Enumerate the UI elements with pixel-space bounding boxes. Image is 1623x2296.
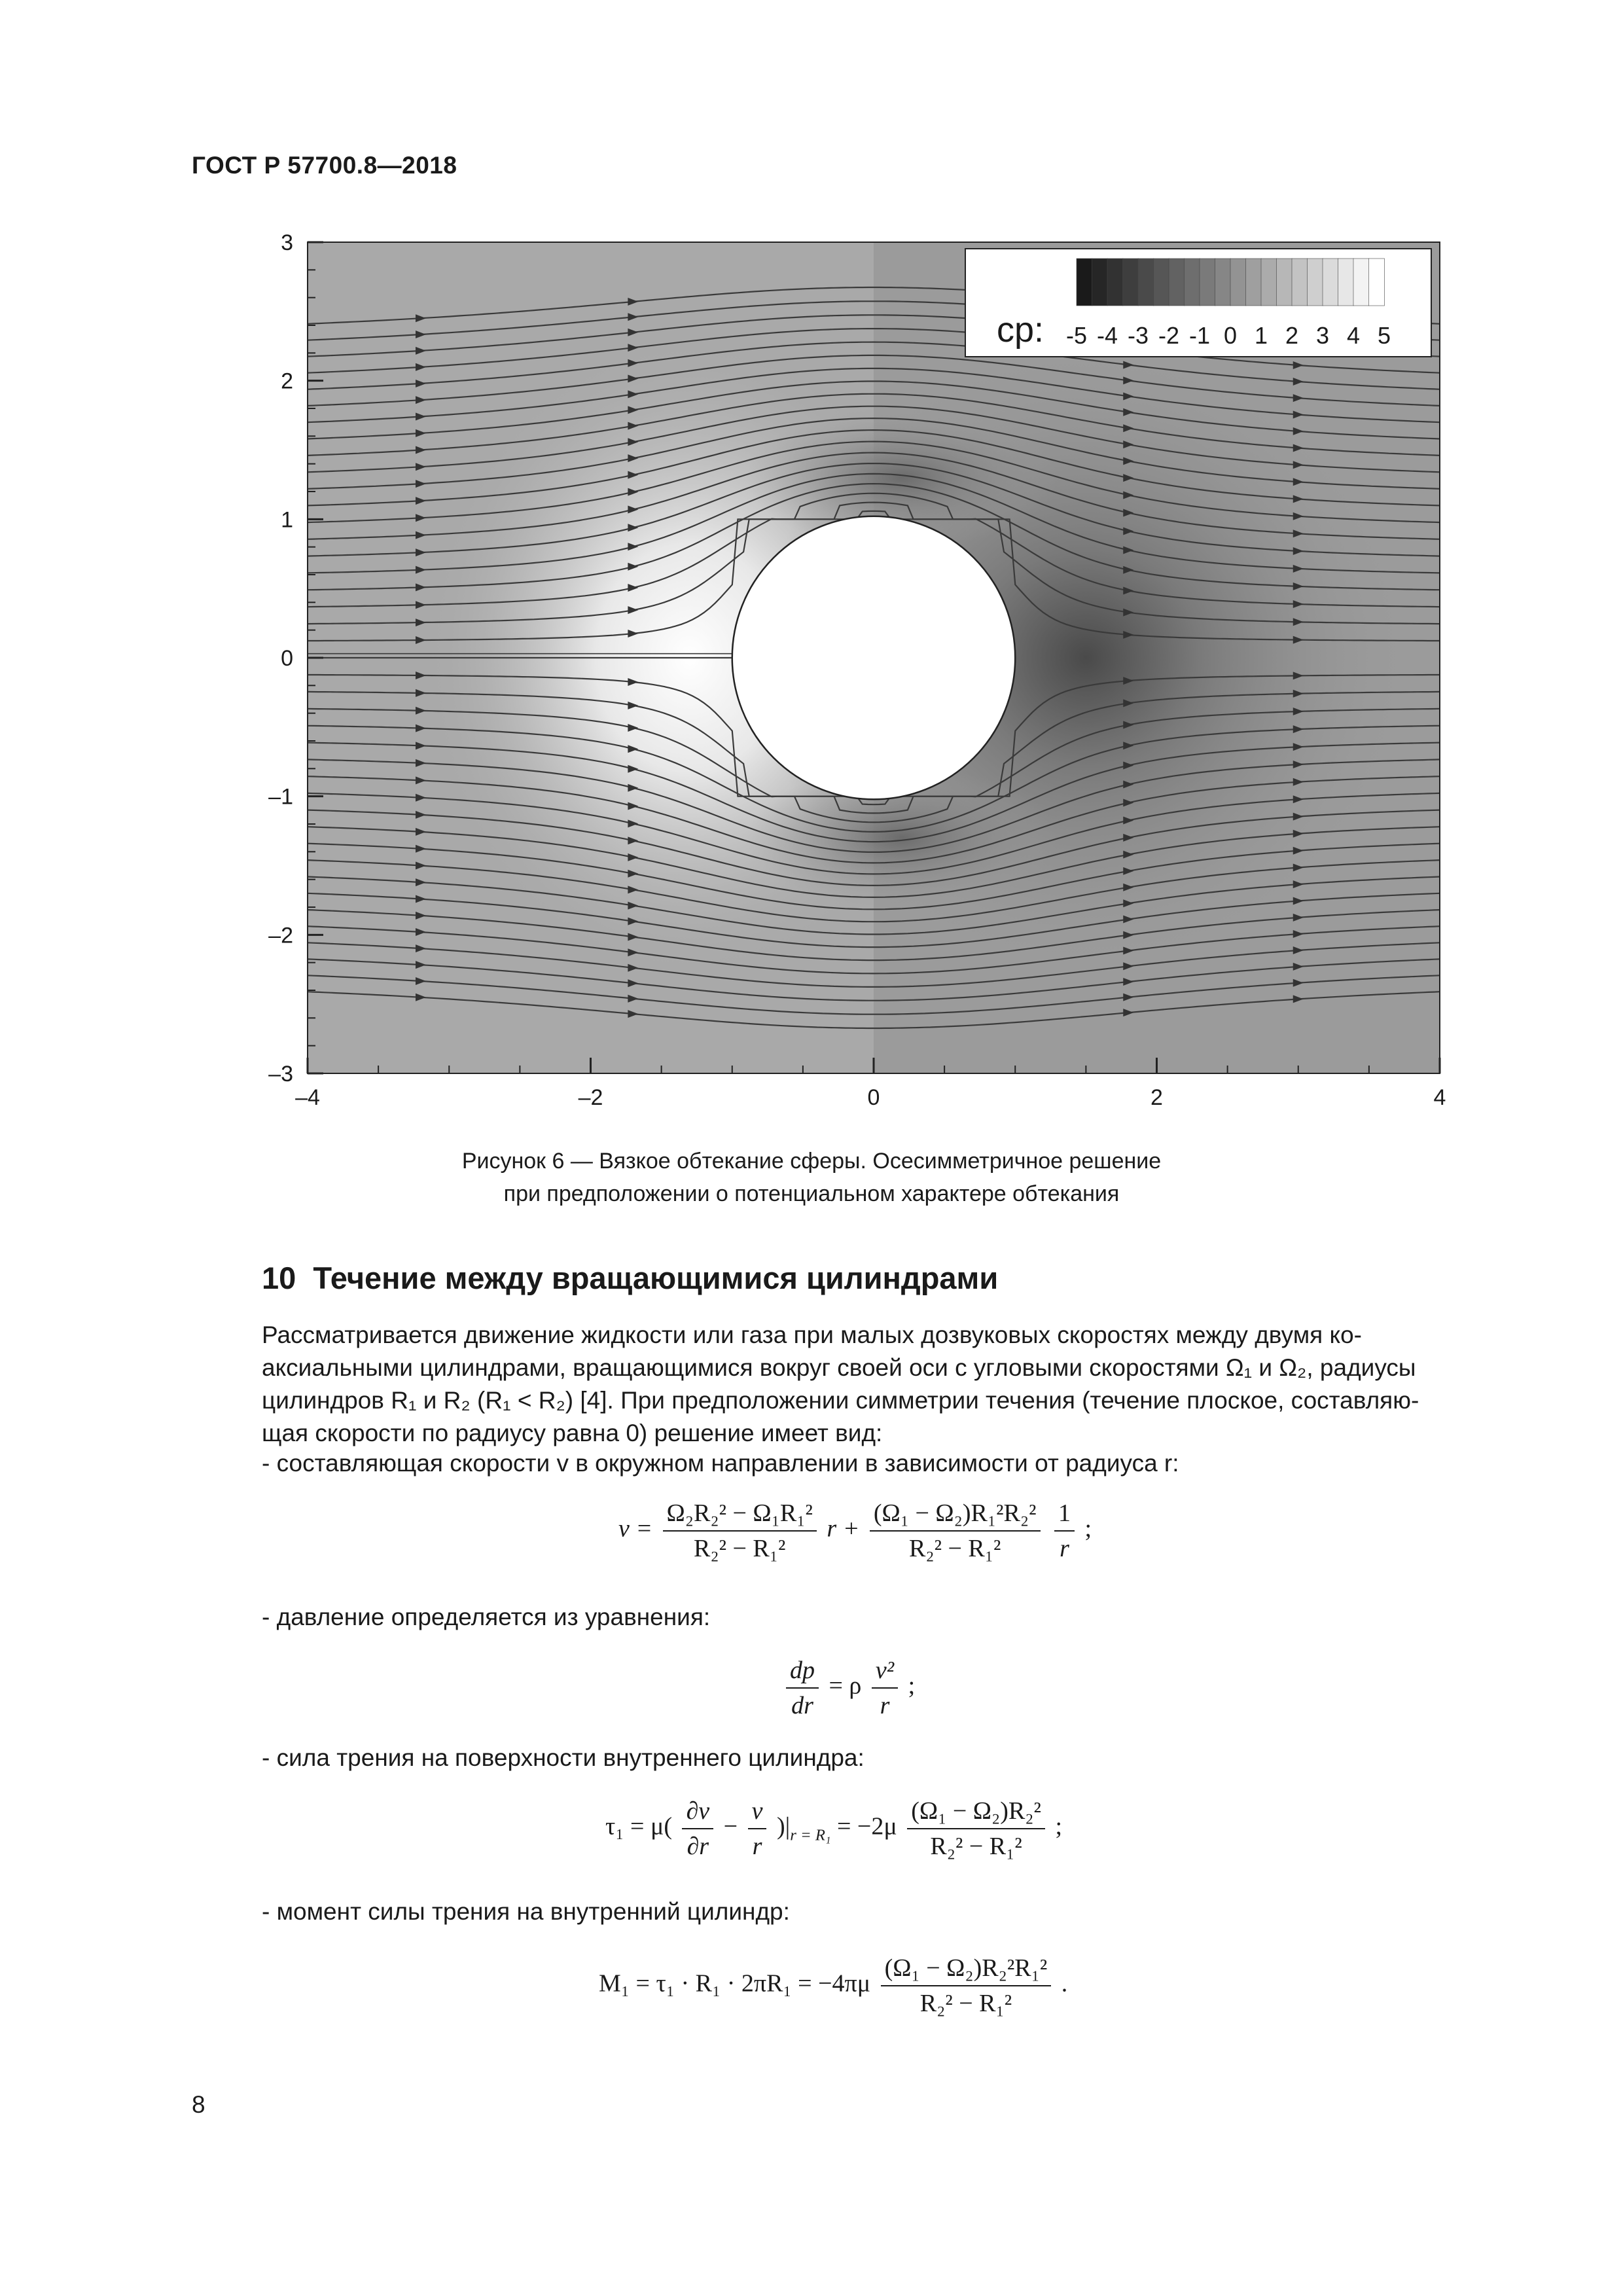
y-tick-label: 0 [281,646,293,671]
formula-term: ; [1084,1515,1092,1543]
formula-friction-moment [599,1954,1067,2018]
denominator: r [1060,1535,1069,1562]
formula-fraction [748,1797,767,1861]
bullet-item: - сила трения на поверхности внутреннего цилиндра: [262,1744,865,1771]
legend-color-cell [1230,259,1246,306]
formula-term: r + [827,1515,860,1543]
formula-term: = −2μ [837,1812,897,1840]
formula-term: . [1061,1969,1068,1998]
formula-term: )| [776,1812,791,1840]
numerator: Ω₂R₂² − Ω₁R₁² [663,1499,817,1532]
legend-color-cell [1246,259,1262,306]
legend-tick-label: -5 [1065,322,1088,349]
formula-subscript: r = R₁ [790,1826,831,1844]
legend-color-cell [1308,259,1323,306]
denominator: R₂² − R₁² [919,1990,1012,2017]
legend-color-cell [1200,259,1215,306]
section-heading [262,1260,998,1296]
y-tick-label: 3 [281,230,293,255]
plot-area [268,230,1446,1110]
legend-color-cell [1077,259,1092,306]
cylinder-body [732,516,1016,800]
bullet-item: - давление определяется из уравнения: [262,1604,711,1630]
denominator: ∂r [687,1833,709,1860]
legend-color-cell [1323,259,1338,306]
legend-color-cell [1138,259,1154,306]
y-tick-label: 2 [281,368,293,394]
y-tick-label: –1 [268,784,293,810]
bullet-item: - момент силы трения на внутренний цилиндр: [262,1898,790,1925]
denominator: R₂² − R₁² [908,1535,1001,1562]
figure-caption-line-2: при предположении о потенциальном характере обтекания [503,1181,1120,1206]
y-tick-label: –2 [268,923,293,948]
flow-figure [249,223,1466,1139]
formula-pressure [782,1656,915,1720]
x-tick-label: –4 [295,1085,320,1110]
formula-term: M₁ = τ₁ · R₁ · 2πR₁ = −4πμ [599,1969,871,1998]
numerator: (Ω₁ − Ω₂)R₁²R₂² [870,1499,1041,1532]
legend-color-cell [1215,259,1231,306]
formula-term: = ρ [829,1672,862,1700]
paragraph-line: аксиальными цилиндрами, вращающимися вокруг своей оси с угловыми скоростями Ω₁ и Ω₂, радиусы [262,1354,1416,1381]
x-tick-label: 0 [867,1085,880,1110]
page-number: 8 [192,2091,205,2118]
numerator: dp [786,1656,819,1689]
legend-color-cell [1338,259,1354,306]
x-tick-label: 2 [1150,1085,1163,1110]
denominator: r [752,1833,762,1860]
y-tick-label: 1 [281,507,293,533]
bullet-item: - составляющая скорости v в окружном направлении в зависимости от радиуса r: [262,1450,1179,1477]
paragraph-line: щая скорости по радиусу равна 0) решение имеет вид: [262,1420,883,1446]
legend-color-cell [1092,259,1108,306]
legend-tick-label: 3 [1315,322,1330,349]
formula-friction-stress [605,1797,1062,1861]
formula-fraction [881,1954,1052,2018]
legend-color-cell [1123,259,1139,306]
x-tick-label: –2 [578,1085,603,1110]
legend-tick-label: 4 [1346,322,1361,349]
numerator: v² [872,1656,898,1689]
formula-term: − [723,1812,738,1840]
y-tick-label: –3 [268,1062,293,1086]
legend-tick-label: -4 [1096,322,1118,349]
denominator: r [880,1692,890,1719]
legend-color-cell [1107,259,1123,306]
numerator: 1 [1054,1499,1075,1532]
legend-color-cell [1277,259,1293,306]
intro-paragraph [262,1319,1492,1450]
legend-label: cp: [997,310,1044,350]
legend-color-cell [1261,259,1277,306]
x-tick-label: 4 [1433,1085,1446,1110]
denominator: R₂² − R₁² [930,1833,1022,1860]
section-number: 10 [262,1261,296,1295]
denominator: R₂² − R₁² [694,1535,786,1562]
legend-tick-label: 5 [1377,322,1391,349]
paragraph-line: цилиндров R₁ и R₂ (R₁ < R₂) [4]. При предположении симметрии течения (течение плоское, составляю- [262,1387,1419,1414]
formula-term: ; [1055,1812,1062,1840]
legend-color-cell [1169,259,1185,306]
figure-caption-line-1: Рисунок 6 — Вязкое обтекание сферы. Осесимметричное решение [461,1149,1162,1174]
paragraph-line: Рассматривается движение жидкости или газа при малых дозвуковых скоростях между двумя ко- [262,1321,1362,1348]
formula-fraction [1054,1499,1075,1563]
formula-fraction [870,1499,1041,1563]
formula-fraction [786,1656,819,1720]
formula-fraction [682,1797,713,1861]
formula-fraction [663,1499,817,1563]
numerator: v [748,1797,767,1829]
legend-color-cell [1185,259,1200,306]
legend-tick-label: 0 [1223,322,1238,349]
streamline-plot [249,223,1466,1139]
formula-term: v = [618,1515,653,1543]
denominator: dr [791,1692,813,1719]
formula-term: τ₁ = μ( [605,1812,672,1840]
formula-fraction [907,1797,1045,1861]
section-title: Течение между вращающимися цилиндрами [313,1261,999,1295]
formula-fraction [872,1656,898,1720]
formula-velocity [618,1499,1092,1563]
legend-color-cell [1353,259,1369,306]
numerator: (Ω₁ − Ω₂)R₂² [907,1797,1045,1829]
legend-tick-label: -3 [1127,322,1149,349]
numerator: (Ω₁ − Ω₂)R₂²R₁² [881,1954,1052,1986]
numerator: ∂v [682,1797,713,1829]
legend-tick-label: -2 [1158,322,1180,349]
legend-color-cell [1154,259,1169,306]
legend-color-cell [1369,259,1385,306]
formula-term: ; [908,1672,916,1700]
legend-tick-label: 1 [1254,322,1268,349]
document-code-header: ГОСТ Р 57700.8—2018 [192,152,457,179]
legend-tick-label: 2 [1285,322,1299,349]
legend-color-cell [1292,259,1308,306]
legend-tick-label: -1 [1188,322,1211,349]
